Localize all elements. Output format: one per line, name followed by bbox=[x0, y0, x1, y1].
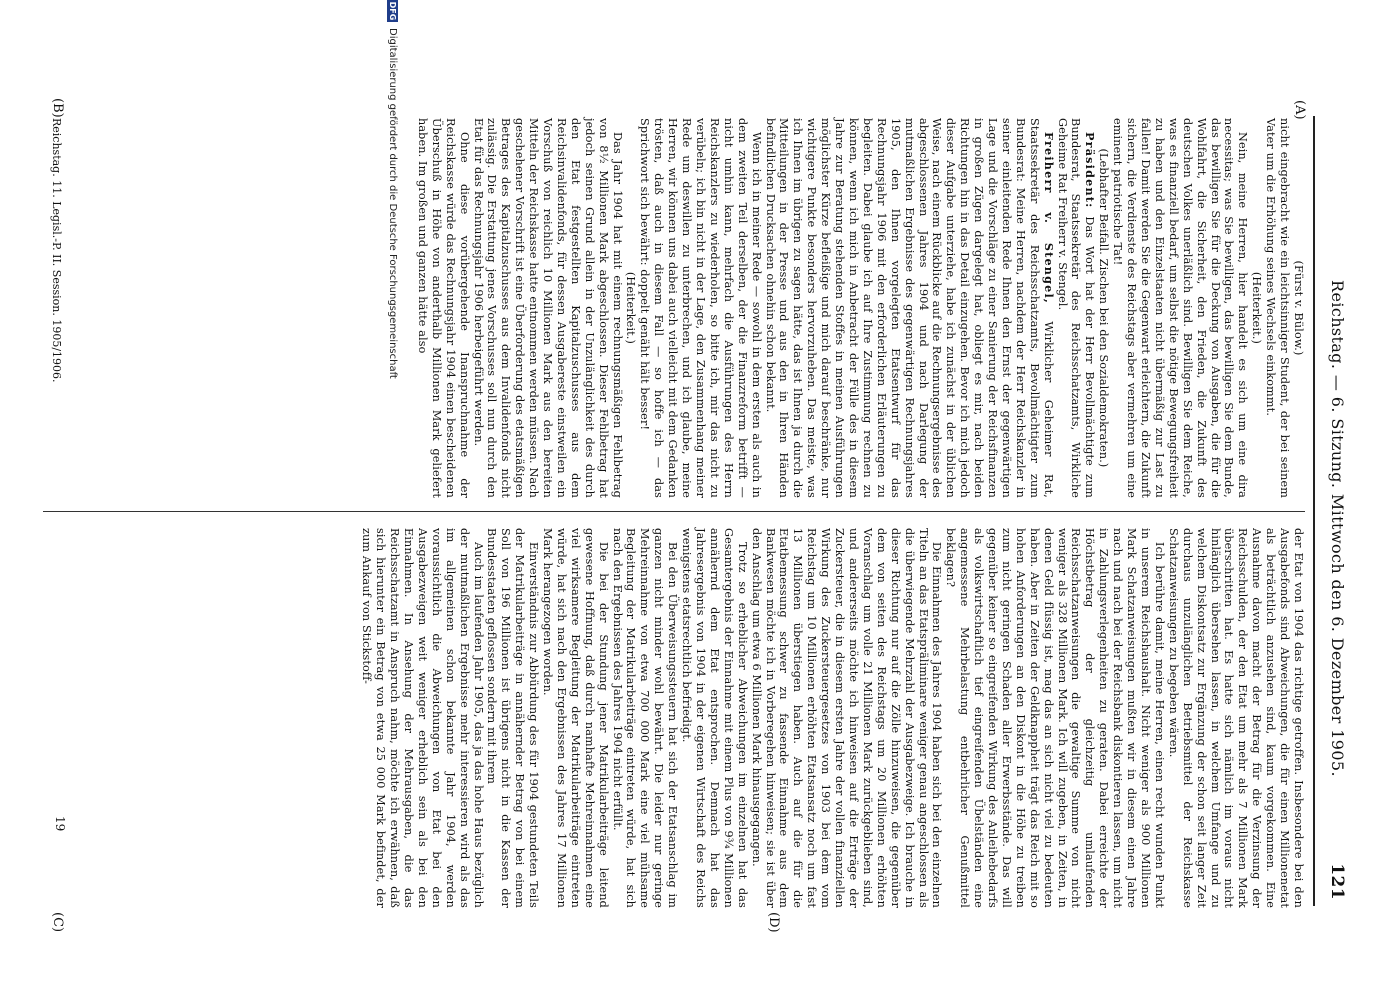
header-title: Reichstag. — 6. Sitzung. Mittwoch den 6. Dezember 1905. bbox=[1328, 280, 1347, 777]
dfg-logo: DFG bbox=[388, 1, 397, 21]
dfg-credit-text: Digitalisierung gefördert durch die Deutsche Forschungsgemeinschaft bbox=[387, 28, 398, 379]
paragraph: Auch im laufenden Jahr 1905, das ja das hohe Haus bezüglich der mutmaßlichen Ergebnisse mehr interessieren wird als das im allgemeinen schon bekannte Jahr 1904, werden voraussichtlich die Abweichungen von Etat bei den Ausgabezweigen weit weniger erheblich sein als bei den Einnahmen. In Ansehung der Mehrausgaben, die das Reichsschatzamt in Anspruch nahm, möchte ich erwähnen, daß sich hierunter ein Betrag von etwa 25 000 Mark befindet, der zum Ankauf von Stickstoff- bbox=[360, 528, 485, 908]
paragraph: Nein, meine Herren, hier handelt es sich um eine dira necessitas; was Sie bewilligen, das bewilligen Sie dem Bunde, das bewilligen Sie für die Deckung von Ausgaben, die für die Wohlfahrt, die Sicherheit, den Frieden, die Zukunft des deutschen Volkes unerläßlich sind. Bewilligen Sie dem Reiche, was es finanziell bedarf, um selbst die nötige Bewegungsfreiheit zu haben und den Einzelstaaten nicht übermäßig zur Last zu fallen! Damit werden Sie die Gegenwart erleichtern, die Zukunft sichern, die Verdienste des Reichstags aber vermehren um eine eminent patriotische Tat! bbox=[1111, 118, 1250, 498]
paragraph: der Etat von 1904 das richtige getroffen. Insbesondere bei den Ausgabefonds sind Abweichungen, die für einen Millionenetat als beträchtlich anzusehen sind, kaum vorgekommen. Eine Ausnahme davon macht der Betrag für die Verzinsung der Reichsschulden, der den Etat um mehr als 7 Millionen Mark überschritten hat. Es hatte sich nämlich im voraus nicht hinlänglich übersehen lassen, in welchem Umfange und zu welchem Diskontsatz zur Ergänzung der schon seit langer Zeit durchaus unzulänglichen Betriebsmittel der Reichskasse Schatzanweisungen zu begeben wären. bbox=[1166, 528, 1305, 908]
margin-marker-a: (A) bbox=[1292, 100, 1307, 120]
header-rule bbox=[1313, 116, 1315, 906]
margin-marker-b: (B) bbox=[50, 98, 65, 118]
paragraph: Trotz so erheblicher Abweichungen im einzelnen hat das Gesamtergebnis der Einnahme mit einem Plus von 9¾ Millionen annähernd dem Etat entsprochen. Demnach hat das Jahresergebnis von 1904 in der eigenen Wirtschaft des Reichs wenigstens etatsrechtlich befriedigt. bbox=[680, 528, 749, 908]
paragraph: Ich berühre damit, meine Herren, einen recht wunden Punkt in unserem Reichshaushalt. Nicht weniger als 900 Millionen Mark Schatzanweisungen mußten wir in diesem einen Jahre nach und nach bei der Reichsbank diskontieren lassen, um nicht in Zahlungsverlegenheiten zu geraten. Dabei erreichte der Höchstbetrag der gleichzeitig umlaufenden Reichsschatzanweisungen die gewaltige Summe von nicht weniger als 328 Millionen Mark. Ich will zugeben, in Zeiten, in denen Geld flüssig ist, mag das an sich nicht viel zu bedeuten haben. Aber in Zeiten der Geldknappheit trägt das Reich mit so hohen Anforderungen an den Diskont in die Höhe zu treiben zum nicht geringen Schaden aller Erwerbsstände. Das will gegenüber keiner so eingreifenden Wirkung des Anleihebedarfs als volkswirtschaftlich tief eingreifenden Übelständen eine angemessene Mehrbelastung entbehrlicher Genußmittel beklagen? bbox=[944, 528, 1166, 908]
paragraph: Die bei der Stundung jener Matrikularbeiträge leitend gewesene Hoffnung, daß durch namhafte Mehreinnahmen eine viel wirksamere Begleitung der Matrikularbeiträge eintreten würde, hat sich nach den Ergebnissen des Jahres 17 Millionen Mark herangezogen worden. bbox=[541, 528, 610, 908]
paragraph: Ohne diese vorübergehende Inanspruchnahme der Reichskasse würde das Rechnungsjahr 1904 einen bescheidenen Überschuß in Höhe von anderthalb Millionen Mark geliefert haben. Im großen und ganzen hätte also bbox=[415, 118, 471, 498]
reaction: (Lebhafter Beifall. Zischen bei den Sozialdemokraten.) bbox=[1097, 148, 1111, 468]
paragraph: Wenn ich in meiner Rede — sowohl in dem ersten als auch in dem zweiten Teil derselben, der die Finanzreform betrifft — nicht umhin kann, mehrfach die Ausführungen des Herrn Reichskanzlers zu wiederholen, so bitte ich, mir das nicht zu verübeln; ich bin nicht in der Lage, den Zusammenhang meiner Rede um deswillen zu unterbrechen, und ich glaube, meine Herren, wir können uns dabei auch vielleicht mit dem Gedanken trösten, daß auch in diesem Fall — so hoffe ich — das Sprichwort sich bewährt: doppelt genäht hält besser! bbox=[638, 118, 763, 498]
page-footer: Reichstag. 11. Legisl.-P. II. Session. 1905/1906. bbox=[50, 118, 63, 383]
column-divider bbox=[43, 511, 1305, 512]
left-column bbox=[415, 118, 1305, 498]
paragraph: Die Einnahmen des Jahres 1904 haben sich bei den einzelnen Titeln an das Etatspräliminare weniger genau angeschlossen als die überwiegende Mehrzahl der Ausgabezweige. Ich brauche in dieser Richtung nur auf die Zölle hinzuweisen, die gegenüber dem von seiten des Reichstags um 20 Millionen erhöhten Voranschlag um volle 21 Millionen Mark zurückgeblieben sind, und andererseits möchte ich hinweisen auf die Erträge der Zuckersteuer, die in diesem ersten Jahre der vollen finanziellen Wirkung des Zuckersteuergesetzes von 1903 bei dem vom Reichstag um 10 Millionen erhöhten Etatsansatz noch um fast 13 Millionen überstiegen haben. Auch auf die für die Etatbemessung schwer zu fassende Einnahme aus dem Bankwesen möchte ich in Vorberegehen hinweisen; sie ist über den Anschlag um etwa 6 Millionen Mark hinausgegangen. bbox=[749, 528, 944, 908]
page-header bbox=[1319, 120, 1353, 900]
stengel-paragraph bbox=[763, 118, 1055, 498]
paragraph: Bei den Überweisungssteuern hat sich der Etatsanschlag im ganzen nicht minder wohl bewährt. Die leider nur geringe Mehreinnahme von etwa 700 000 Mark eine viel mühsame Begleitung der Matrikularbeiträge eintreten würde, hat sich nach den Ergebnissen des Jahres 1904 nicht erfüllt. bbox=[610, 528, 680, 908]
paragraph-text: Das Wort hat der Herr Bevollmächtigte zum Bundesrat, Staatssekretär des Reichsschatzamts, Wirkliche Geheime Rat Freiherr v. Stengel. bbox=[1055, 118, 1097, 498]
paragraph: Einverständnis zur Abbürdung des für 1904 gestundeten Teils der Matrikularbeiträge in annähernder Betrag von bei einem Soll von 196 Millionen ist übrigens nicht in die Kassen der Bundesstaaten geflossen sondern mit ihrem bbox=[485, 528, 541, 908]
reaction: (Heiterkeit.) bbox=[1250, 271, 1264, 345]
president-paragraph bbox=[1055, 118, 1097, 498]
paragraph: Das Jahr 1904 hat mit einem rechnungsmäßigen Fehlbetrag von 8½ Millionen Mark abgeschlossen. Dieser Fehlbetrag hat jedoch seinen Grund allein in der Unzulänglichkeit des durch den Etat festgestellten Kapitalzuschusses aus dem Reichsinvalidenfonds, für dessen Ausgabereste einstweilen ein Vorschuß von reichlich 10 Millionen Mark aus den bereiten Mitteln der Reichskasse hatte entnommen werden müssen. Nach geschehener Vorschrift ist eine Überforderung des etatsmäßigen Betrages des Kapitalzuschusses aus dem Invalidenfonds nicht zulässig. Die Erstattung jenes Vorschusses soll nun durch den Etat für das Rechnungsjahr 1906 herbeigeführt werden. bbox=[471, 118, 624, 498]
margin-marker-d: (D) bbox=[766, 912, 781, 933]
speaker-name: Präsident: bbox=[1083, 132, 1098, 209]
header-page-number: 121 bbox=[1327, 863, 1347, 900]
reaction: (Heiterkeit.) bbox=[624, 271, 638, 345]
dfg-credit-strip bbox=[386, 0, 398, 1000]
page-signature: 19 bbox=[53, 816, 67, 832]
paragraph-text: Wirklicher Geheimer Rat, Staatssekretär des Reichsschatzamts, Bevollmächtigter zum Bundesrat: Meine Herren, nachdem der Herr Reichskanzler in seiner einleitenden Rede Ihnen den Ernst der gegenwärtigen Lage und die Vorschläge zu einer Sanierung der Reichsfinanzen in großen Zügen dargelegt hat, obliegt es mir, nach beiden Richtungen hin in das Detail einzugehen. Bevor ich mich jedoch dieser Aufgabe unterziehe, habe ich zunächst in der üblichen Weise, nach einem Rückblicke auf die Rechnungsergebnisse des abgeschlossenen Jahres 1904 und nach Darlegung der mutmaßlichen Ergebnisse des gegenwärtigen Rechnungsjahres 1905, den Ihnen vorgelegten Etatsentwurf für das Rechnungsjahr 1906 mit den erforderlichen Erläuterungen zu begleiten. Dabei glaube ich auf Ihre Zustimmung rechnen zu können, wenn ich mich in Anbetracht der Fülle des in diesem Jahre zur Beratung stehenden Stoffes in meinen Ausführungen möglichster Kürze befleißige und mich darauf beschränke, nur wichtigere Punkte besonders hervorzuheben. Das meiste, was ich Ihnen im übrigen zu sagen hätte, das ist Ihnen ja durch die Mitteilungen in der Presse und aus den in Ihren Händen befindlichen Drucksachen ohnehin schon bekannt. bbox=[763, 118, 1055, 498]
paragraph: nicht eingebracht wie ein leichtsinniger Student, der bei seinem Vater um die Erhöhung seines Wechsels einkommt. bbox=[1264, 118, 1292, 498]
right-column bbox=[359, 528, 1305, 908]
speaker-note: (Fürst v. Bülow.) bbox=[1292, 260, 1305, 356]
margin-marker-c: (C) bbox=[50, 912, 65, 933]
speaker-name: Freiherr v. Stengel, bbox=[1041, 132, 1056, 305]
